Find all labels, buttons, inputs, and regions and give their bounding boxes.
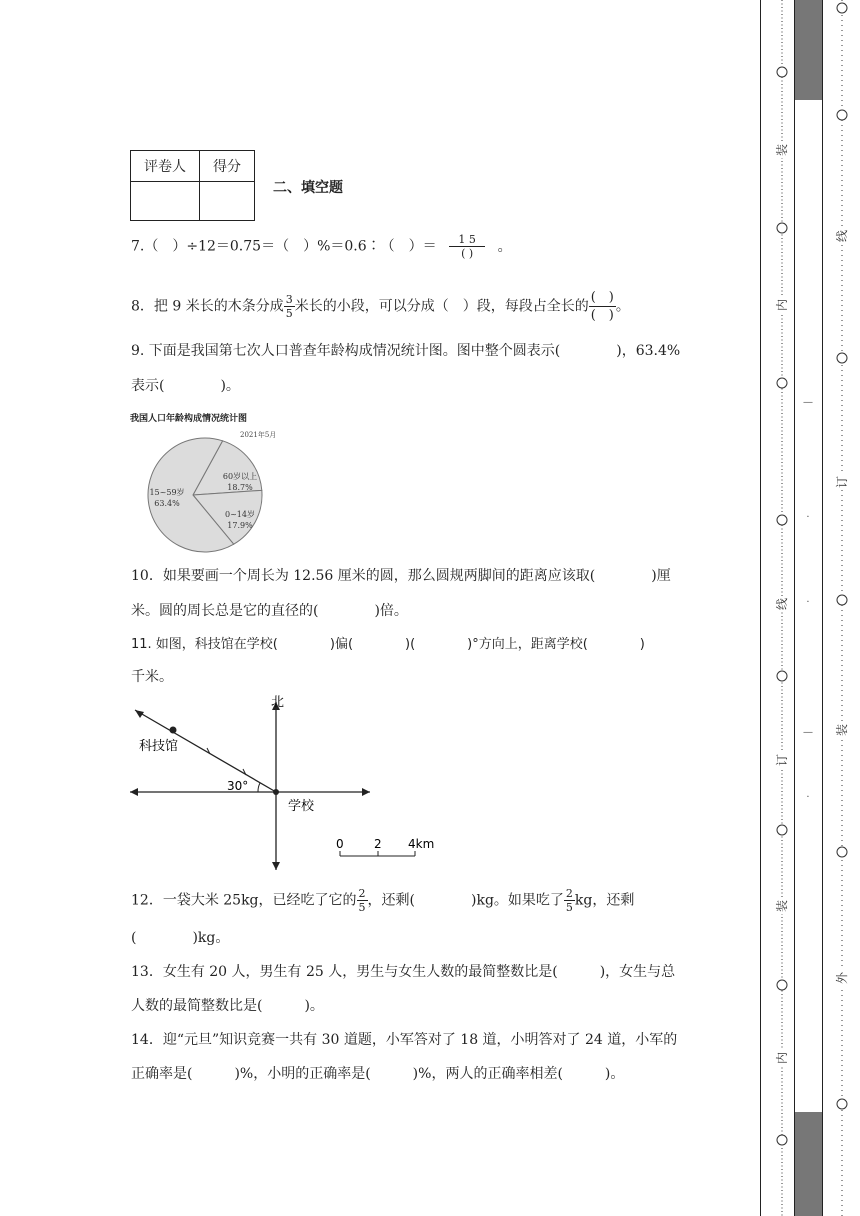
school-point <box>273 789 279 795</box>
question-13-line1: 13．女生有 20 人，男生有 25 人，男生与女生人数的最简整数比是( )，女生与总 <box>131 964 676 980</box>
binding-mark: — <box>803 397 813 408</box>
score-header-score: 得分 <box>200 151 255 182</box>
q8-fraction: $\frac{3}{5}$ <box>285 293 293 320</box>
scale-label-2: 2 <box>374 837 382 851</box>
binding-mark: — <box>803 727 813 738</box>
pie-slice-label: 0~14岁 <box>225 510 255 519</box>
question-7: 7.（ ）÷12＝0.75＝（ ）%＝0.6∶（ ）＝ $\frac{1 5}{( )}$ 。 <box>131 233 512 260</box>
hole-circle <box>777 980 787 990</box>
binding-label: 订 <box>775 753 789 767</box>
angle-label: 30° <box>227 779 249 793</box>
pie-value-label: 63.4% <box>154 499 180 508</box>
question-11-line1: 11. 如图，科技馆在学校( )偏( )( )°方向上，距离学校( ) <box>131 637 645 652</box>
question-14-line2: 正确率是( )%，小明的正确率是( )%，两人的正确率相差( )。 <box>131 1066 625 1082</box>
scale-label-0: 0 <box>336 837 344 851</box>
binding-label: 内 <box>775 1051 789 1065</box>
scale-label-4: 4km <box>408 837 435 851</box>
binding-label: 订 <box>835 475 849 489</box>
binding-label: 装 <box>835 723 849 737</box>
binding-mark: · <box>806 597 810 608</box>
binding-label: 线 <box>775 597 789 611</box>
binding-label: 装 <box>775 899 789 913</box>
pie-slice-label: 15~59岁 <box>149 488 185 497</box>
chart-subtitle: 2021年5月 <box>240 431 277 439</box>
museum-point <box>170 727 177 734</box>
direction-arrow-icon <box>135 710 144 718</box>
hole-circle <box>777 378 787 388</box>
section-title: 二、填空题 <box>273 180 343 196</box>
question-9-line2: 表示( )。 <box>131 378 240 394</box>
question-12-line1: 12．一袋大米 25kg，已经吃了它的 $\frac{2}{5}$ ，还剩( )kg。如果吃了 $\frac{2}{5}$ kg，还剩 <box>131 887 635 914</box>
angle-arc <box>258 783 260 792</box>
binding-label: 外 <box>835 971 849 985</box>
hole-circle <box>777 671 787 681</box>
binding-label: 内 <box>775 298 789 312</box>
south-arrow-icon <box>272 862 280 870</box>
west-arrow-icon <box>130 788 138 796</box>
question-11-line2: 千米。 <box>131 669 173 685</box>
question-8: 8．把 9 米长的木条分成 $\frac{3}{5}$ 米长的小段，可以分成（ ）段，每段占全长的 $\frac{( )}{( )}$ 。 <box>131 290 630 323</box>
score-header-grader: 评卷人 <box>131 151 200 182</box>
hole-circle <box>777 1135 787 1145</box>
pie-chart <box>130 425 280 555</box>
q8-blank-fraction[interactable]: $\frac{( )}{( )}$ <box>590 290 614 323</box>
binding-label: 装 <box>775 143 789 157</box>
binding-mark: · <box>806 792 810 803</box>
pie-value-label: 18.7% <box>227 483 253 492</box>
binding-mark: · <box>806 512 810 523</box>
direction-map <box>125 690 445 875</box>
hole-circle <box>777 515 787 525</box>
score-cell[interactable] <box>200 182 255 221</box>
question-10-line2: 米。圆的周长总是它的直径的( )倍。 <box>131 603 408 619</box>
score-table <box>130 150 255 221</box>
binding-label: 线 <box>835 229 849 243</box>
hole-circle <box>777 223 787 233</box>
question-12-line2: ( )kg。 <box>131 930 230 946</box>
question-14-line1: 14．迎“元旦”知识竞赛一共有 30 道题，小军答对了 18 道，小明答对了 24 道，小军的 <box>131 1032 678 1048</box>
school-label: 学校 <box>288 799 315 814</box>
grader-cell[interactable] <box>131 182 200 221</box>
question-13-line2: 人数的最简整数比是( )。 <box>131 998 324 1014</box>
hole-circle <box>837 3 847 13</box>
pie-value-label: 17.9% <box>227 521 253 530</box>
museum-label: 科技馆 <box>139 739 179 754</box>
hole-circle <box>777 825 787 835</box>
question-10-line1: 10．如果要画一个周长为 12.56 厘米的圆，那么圆规两脚间的距离应该取( )厘 <box>131 568 671 584</box>
pie-slice-label: 60岁以上 <box>222 472 258 481</box>
hole-circle <box>837 110 847 120</box>
q7-fraction: $\frac{1 5}{( )}$ <box>449 233 485 260</box>
binding-strip <box>760 0 860 1216</box>
hole-circle <box>837 595 847 605</box>
question-9-line1: 9. 下面是我国第七次人口普查年龄构成情况统计图。图中整个圆表示( )，63.4% <box>131 343 681 359</box>
hole-circle <box>837 847 847 857</box>
q7-text: 7.（ ）÷12＝0.75＝（ ）%＝0.6∶（ ）＝ <box>131 238 437 255</box>
hole-circle <box>837 353 847 363</box>
hole-circle <box>777 67 787 77</box>
chart-title: 我国人口年龄构成情况统计图 <box>130 414 248 424</box>
hole-circle <box>837 1099 847 1109</box>
east-arrow-icon <box>362 788 370 796</box>
north-label: 北 <box>271 695 285 710</box>
